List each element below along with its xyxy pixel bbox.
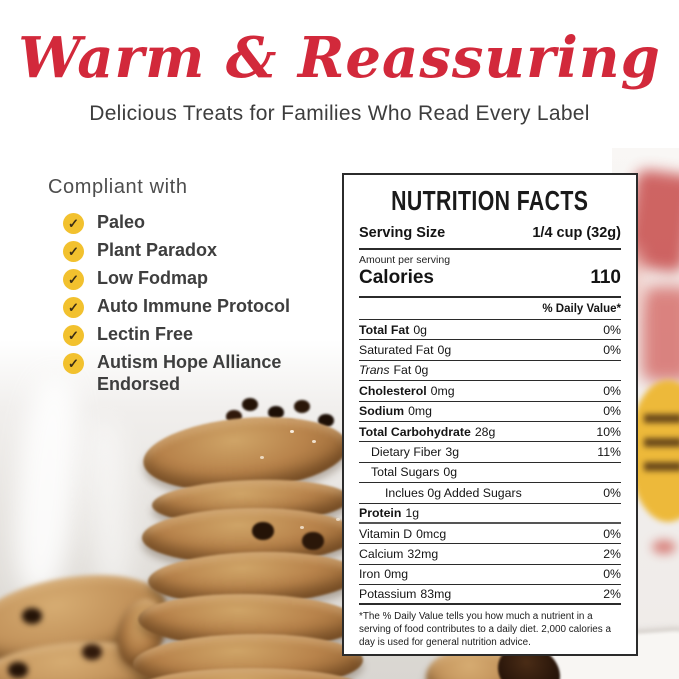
nutrition-row [359,483,621,503]
nutrition-row [359,422,621,442]
nutrition-row [359,463,621,483]
compliance-section [48,176,304,402]
package-badge-text-blur [644,414,679,423]
compliance-item-label: Paleo [97,212,146,232]
nutrient-label: Total Carbohydrate 28g [359,424,496,439]
nutrient-label: Total Sugars 0g [371,465,458,480]
nutrient-daily-value: 0% [603,485,621,500]
nutrient-label: Vitamin D 0mcg [359,526,447,541]
nutrition-row [359,381,621,401]
header [0,26,679,126]
nutrient-daily-value: 0% [603,567,621,582]
nutrition-row [359,585,621,605]
nutrient-daily-value: 2% [603,546,621,561]
nutrition-row [359,504,621,524]
compliance-item [63,352,304,396]
check-icon: ✓ [63,325,84,346]
calories-value: 110 [590,267,621,288]
nutrition-row [359,544,621,564]
daily-value-footnote: *The % Daily Value tells you how much a nutrient in a serving of food contributes to a daily diet. 2,000 calories a day is used for general nutrition advice. [359,611,611,649]
check-icon: ✓ [63,269,84,290]
nutrition-row [359,320,621,340]
package-red-mark [652,540,676,554]
compliance-list [48,212,304,396]
nutrition-row [359,565,621,585]
nutrient-label: Trans Fat 0g [359,363,429,378]
nutrient-label: Potassium 83mg [359,587,452,602]
page-subtitle: Delicious Treats for Families Who Read Every Label [89,102,590,126]
nutrition-row [359,361,621,381]
nutrient-label: Calcium 32mg [359,546,439,561]
compliance-item-label: Plant Paradox [97,240,218,260]
nutrient-daily-value: 11% [597,445,621,460]
nutrition-row [359,340,621,360]
serving-size-value: 1/4 cup (32g) [532,225,621,241]
compliance-item [63,296,304,318]
salt-flakes-decor [290,430,294,433]
chocolate-chips-decor [22,608,42,624]
nutrient-label: Cholesterol 0mg [359,383,455,398]
amount-per-serving-label: Amount per serving [359,254,451,266]
check-icon: ✓ [63,297,84,318]
daily-value-header: % Daily Value* [359,298,621,320]
nutrient-label: Sodium 0mg [359,404,433,419]
nutrition-row [359,524,621,544]
nutrient-daily-value: 0% [603,322,621,337]
nutrient-daily-value: 2% [603,587,621,602]
serving-size-label: Serving Size [359,225,446,241]
check-icon: ✓ [63,241,84,262]
package-red-lettering [641,286,679,382]
nutrition-title: NUTRITION FACTS [391,185,589,216]
compliance-item [63,324,304,346]
compliance-item-label: Low Fodmap [97,268,208,288]
calories-label: Calories [359,267,434,288]
nutrient-daily-value: 0% [603,343,621,358]
divider [359,248,621,250]
nutrition-facts-label [342,173,638,656]
check-icon: ✓ [63,213,84,234]
compliance-item [63,268,304,290]
nutrition-row [359,442,621,462]
nutrient-daily-value: 0% [603,404,621,419]
serving-size-row [359,225,621,241]
page-title: Warm & Reassuring [18,25,661,91]
compliance-item-label: Lectin Free [97,324,194,344]
nutrient-label: Total Fat 0g [359,322,428,337]
nutrient-rows [359,320,621,605]
compliance-item-label: Autism Hope Alliance Endorsed [97,352,282,394]
check-icon: ✓ [63,353,84,374]
nutrient-daily-value: 0% [603,526,621,541]
nutrient-daily-value: 10% [596,424,621,439]
compliance-item-label: Auto Immune Protocol [97,296,290,316]
compliance-item [63,240,304,262]
compliance-item [63,212,304,234]
nutrient-label: Dietary Fiber 3g [371,445,460,460]
nutrient-label: Iron 0mg [359,567,409,582]
nutrient-label: Protein 1g [359,505,420,520]
calories-row [359,267,621,289]
nutrient-label: Inclues 0g Added Sugars [385,485,522,500]
compliance-heading: Compliant with [48,176,188,198]
nutrient-label: Saturated Fat 0g [359,343,452,358]
chocolate-chips-decor [252,522,274,540]
nutrition-row [359,402,621,422]
nutrient-daily-value: 0% [603,383,621,398]
